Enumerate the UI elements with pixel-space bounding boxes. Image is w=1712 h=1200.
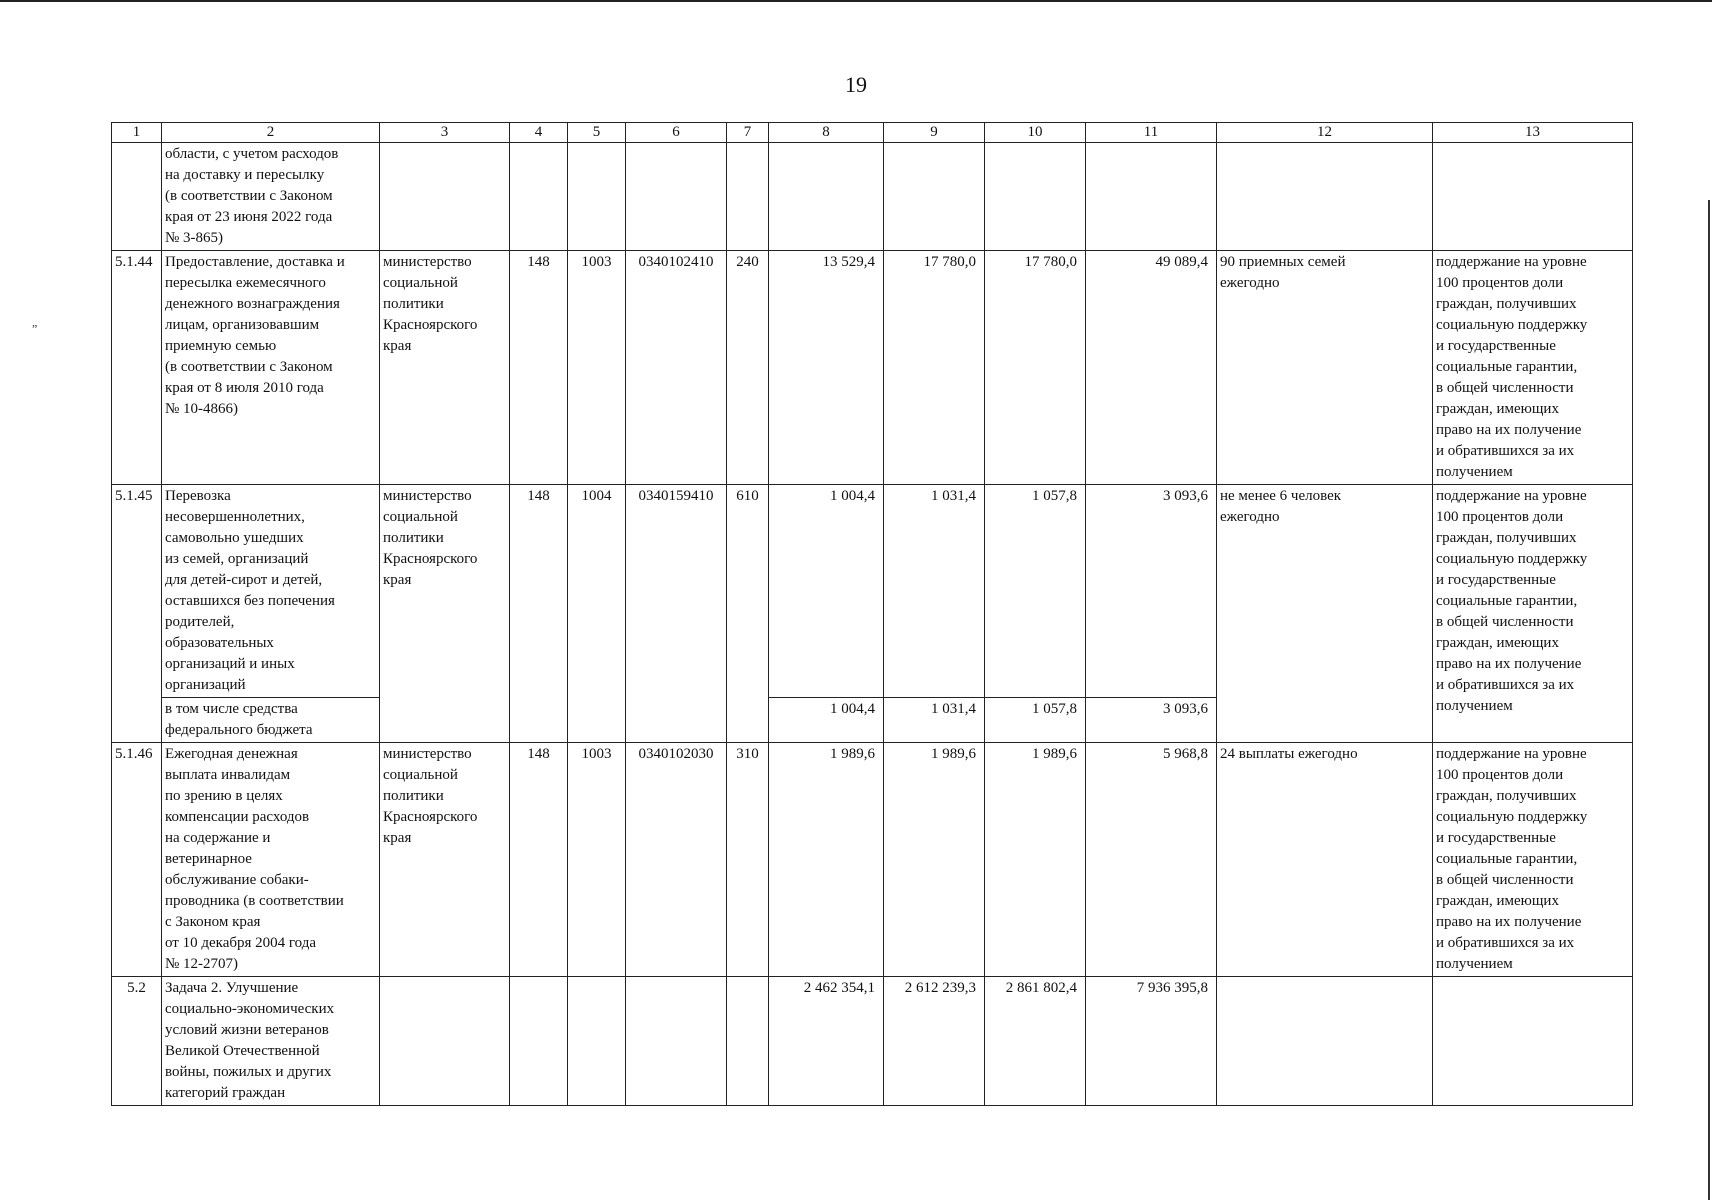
column-header: 12 <box>1217 123 1433 143</box>
amount-col-9: 1 031,4 <box>884 485 985 698</box>
executor: министерство социальной политики Красноярского края <box>380 251 510 485</box>
activity-name: Предоставление, доставка и пересылка ежемесячного денежного вознаграждения лицам, организовавшим приемную семью (в соответствии с Законом края от 8 июля 2010 года № 10-4866) <box>162 251 380 485</box>
amount-col-9: 1 989,6 <box>884 743 985 977</box>
column-header: 9 <box>884 123 985 143</box>
grbs-code: 148 <box>510 743 568 977</box>
federal-budget-label: в том числе средства федерального бюджета <box>162 698 380 743</box>
goal-indicator: поддержание на уровне 100 процентов доли граждан, получивших социальную поддержку и государственные социальные гарантии, в общей численности граждан, имеющих право на их получение и обратившихся за их получением <box>1433 485 1633 743</box>
table-row-continuation <box>112 143 1633 251</box>
amount-total: 5 968,8 <box>1086 743 1217 977</box>
amount-total: 49 089,4 <box>1086 251 1217 485</box>
table-row-5-1-44 <box>112 251 1633 485</box>
column-header: 10 <box>985 123 1086 143</box>
section-code: 1004 <box>568 485 626 743</box>
amount-col-9: 2 612 239,3 <box>884 977 985 1106</box>
expected-result: 90 приемных семей ежегодно <box>1217 251 1433 485</box>
column-header: 4 <box>510 123 568 143</box>
amount-col-10: 1 057,8 <box>985 698 1086 743</box>
amount-col-10: 17 780,0 <box>985 251 1086 485</box>
column-number-row <box>112 123 1633 143</box>
amount-total: 3 093,6 <box>1086 698 1217 743</box>
amount-col-10: 2 861 802,4 <box>985 977 1086 1106</box>
target-item-code: 0340159410 <box>626 485 727 743</box>
column-header: 8 <box>769 123 884 143</box>
table-row-5-1-46 <box>112 743 1633 977</box>
program-activities-table <box>111 122 1633 1106</box>
column-header: 1 <box>112 123 162 143</box>
column-header: 3 <box>380 123 510 143</box>
goal-indicator: поддержание на уровне 100 процентов доли граждан, получивших социальную поддержку и государственные социальные гарантии, в общей численности граждан, имеющих право на их получение и обратившихся за их получением <box>1433 743 1633 977</box>
table-row-5-1-45 <box>112 485 1633 698</box>
page-number: 19 <box>845 72 867 97</box>
amount-col-9: 1 031,4 <box>884 698 985 743</box>
amount-col-10: 1 057,8 <box>985 485 1086 698</box>
amount-col-9: 17 780,0 <box>884 251 985 485</box>
right-edge-line <box>1708 200 1710 1200</box>
row-number: 5.1.46 <box>112 743 162 977</box>
column-header: 13 <box>1433 123 1633 143</box>
target-item-code: 0340102030 <box>626 743 727 977</box>
amount-col-10: 1 989,6 <box>985 743 1086 977</box>
expected-result: не менее 6 человек ежегодно <box>1217 485 1433 743</box>
expense-type-code: 310 <box>727 743 769 977</box>
row-number: 5.1.44 <box>112 251 162 485</box>
expense-type-code: 240 <box>727 251 769 485</box>
activity-name: Перевозка несовершеннолетних, самовольно ушедших из семей, организаций для детей-сирот и детей, оставшихся без попечения родителей, образовательных организаций и иных организаций <box>162 485 380 698</box>
grbs-code: 148 <box>510 251 568 485</box>
column-header: 7 <box>727 123 769 143</box>
amount-col-8: 2 462 354,1 <box>769 977 884 1106</box>
amount-col-8: 13 529,4 <box>769 251 884 485</box>
expected-result: 24 выплаты ежегодно <box>1217 743 1433 977</box>
task-name: Задача 2. Улучшение социально-экономических условий жизни ветеранов Великой Отечественной войны, пожилых и других категорий граждан <box>162 977 380 1106</box>
grbs-code: 148 <box>510 485 568 743</box>
goal-indicator: поддержание на уровне 100 процентов доли граждан, получивших социальную поддержку и государственные социальные гарантии, в общей численности граждан, имеющих право на их получение и обратившихся за их получением <box>1433 251 1633 485</box>
table-row-5-2 <box>112 977 1633 1106</box>
scan-mark: „ <box>32 315 38 329</box>
amount-total: 7 936 395,8 <box>1086 977 1217 1106</box>
amount-col-8: 1 989,6 <box>769 743 884 977</box>
column-header: 6 <box>626 123 727 143</box>
row-number: 5.1.45 <box>112 485 162 743</box>
activity-name: Ежегодная денежная выплата инвалидам по зрению в целях компенсации расходов на содержание и ветеринарное обслуживание собаки- проводника (в соответствии с Законом края от 10 декабря 2004 года № 12-2707) <box>162 743 380 977</box>
expense-type-code: 610 <box>727 485 769 743</box>
amount-col-8: 1 004,4 <box>769 485 884 698</box>
section-code: 1003 <box>568 251 626 485</box>
target-item-code: 0340102410 <box>626 251 727 485</box>
executor: министерство социальной политики Красноярского края <box>380 743 510 977</box>
column-header: 11 <box>1086 123 1217 143</box>
activity-name: области, с учетом расходов на доставку и пересылку (в соответствии с Законом края от 23 июня 2022 года № 3-865) <box>162 143 380 251</box>
amount-col-8: 1 004,4 <box>769 698 884 743</box>
section-code: 1003 <box>568 743 626 977</box>
executor: министерство социальной политики Красноярского края <box>380 485 510 743</box>
amount-total: 3 093,6 <box>1086 485 1217 698</box>
column-header: 5 <box>568 123 626 143</box>
top-border-line <box>0 0 1712 2</box>
row-number: 5.2 <box>112 977 162 1106</box>
column-header: 2 <box>162 123 380 143</box>
